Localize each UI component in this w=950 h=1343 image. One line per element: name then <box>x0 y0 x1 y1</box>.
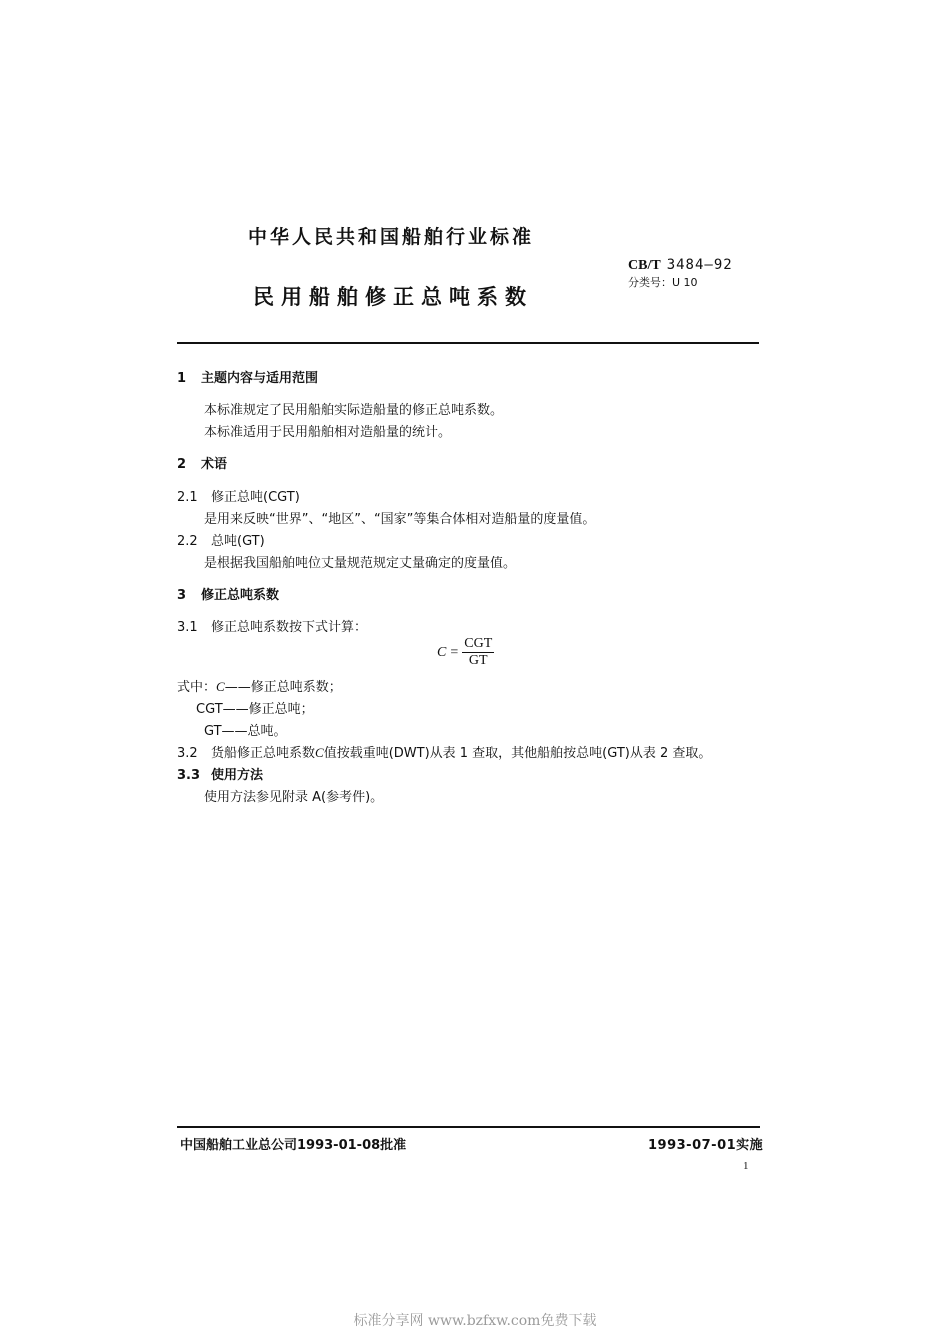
clause-2-1 <box>177 486 300 505</box>
clause-3-1 <box>177 616 367 635</box>
section-number: 1 <box>177 371 187 386</box>
clause-number: 2.2 <box>177 534 198 549</box>
page-number: 1 <box>743 1160 749 1172</box>
standard-code <box>628 257 733 274</box>
section-title: 术语 <box>201 457 228 472</box>
clause-number: 3.1 <box>177 620 198 635</box>
where-label: 式中： <box>177 680 217 695</box>
section-1-paragraph-1: 本标准规定了民用船舶实际造船量的修正总吨系数。 <box>204 403 504 418</box>
classification-code: 分类号：U 10 <box>628 276 698 289</box>
formula-numerator: CGT <box>464 636 493 651</box>
clause-2-1-definition: 是用来反映“世界”、“地区”、“国家”等集合体相对造船量的度量值。 <box>204 512 596 527</box>
implementation-date: 1993-07-01实施 <box>648 1138 764 1153</box>
clause-text-b: 值按载重吨(DWT)从表 1 查取，其他船舶按总吨(GT)从表 2 查取。 <box>323 746 712 761</box>
clause-term: 修正总吨(CGT) <box>211 490 300 505</box>
section-number: 3 <box>177 588 187 603</box>
clause-number: 3.2 <box>177 746 198 761</box>
clause-3-3 <box>177 764 263 783</box>
standard-code-prefix: CB/T <box>628 258 661 273</box>
clause-3-2 <box>177 742 711 761</box>
section-3-heading <box>177 584 279 603</box>
formula-where-gt: GT——总吨。 <box>204 724 287 739</box>
standard-category-title: 中华人民共和国船舶行业标准 <box>248 226 535 248</box>
clause-variable: C <box>315 745 324 760</box>
clause-3-3-text: 使用方法参见附录 A(参考件)。 <box>204 790 384 805</box>
clause-2-2 <box>177 530 265 549</box>
clause-term: 总吨(GT) <box>211 534 265 549</box>
formula-fraction <box>462 636 494 669</box>
where-variable: C <box>216 679 225 694</box>
formula-lhs: C <box>437 644 447 660</box>
where-description: ——修正总吨系数； <box>224 680 342 695</box>
clause-title: 使用方法 <box>211 768 264 783</box>
clause-text: 修正总吨系数按下式计算： <box>211 620 368 635</box>
clause-number: 2.1 <box>177 490 198 505</box>
section-number: 2 <box>177 457 187 472</box>
section-1-heading <box>177 367 318 386</box>
section-1-paragraph-2: 本标准适用于民用船舶相对造船量的统计。 <box>204 425 452 440</box>
header-divider <box>177 342 759 344</box>
clause-2-2-definition: 是根据我国船舶吨位丈量规范规定丈量确定的度量值。 <box>204 556 517 571</box>
document-title: 民用船舶修正总吨系数 <box>253 285 533 309</box>
section-title: 修正总吨系数 <box>201 588 280 603</box>
section-2-heading <box>177 453 227 472</box>
formula-denominator: GT <box>468 653 488 668</box>
standard-code-number: 3484—92 <box>666 257 733 273</box>
formula-where-cgt: CGT——修正总吨； <box>196 702 314 717</box>
approval-line: 中国船舶工业总公司1993-01-08批准 <box>180 1138 407 1153</box>
clause-number: 3.3 <box>177 768 201 783</box>
section-title: 主题内容与适用范围 <box>201 371 319 386</box>
formula-equals: = <box>450 644 459 660</box>
footer-divider <box>177 1126 760 1128</box>
watermark: 标准分享网 www.bzfxw.com免费下载 <box>353 1313 597 1329</box>
formula-where-c <box>177 676 342 695</box>
clause-text-a: 货船修正总吨系数 <box>211 746 316 761</box>
cgt-formula <box>437 636 494 669</box>
